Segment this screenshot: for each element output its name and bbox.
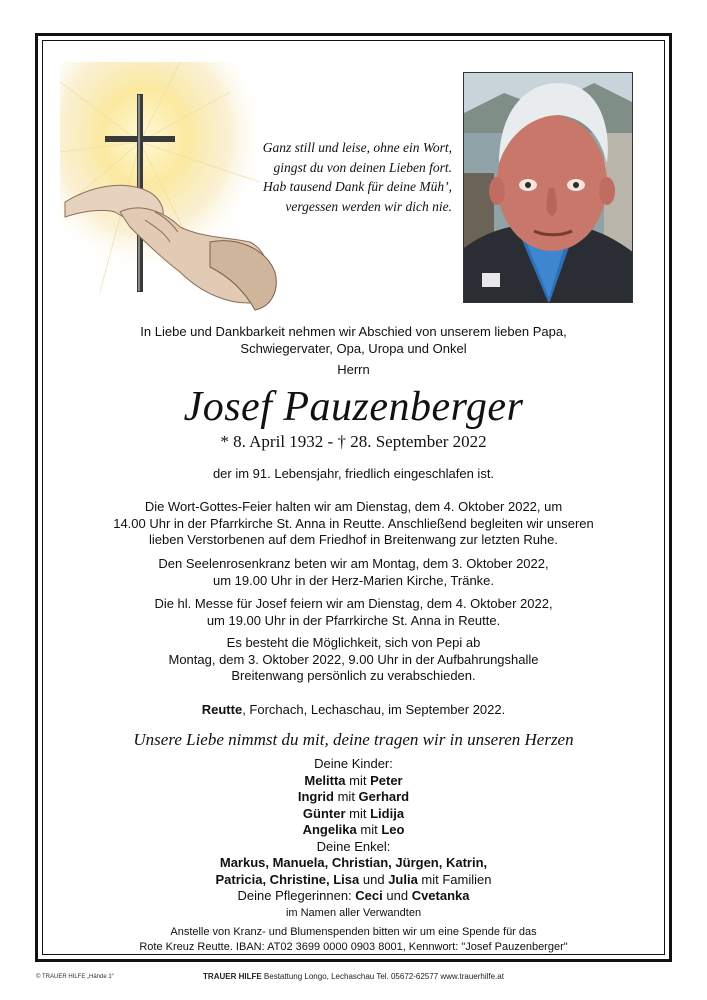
paragraph-line: Die Wort-Gottes-Feier halten wir am Dienstag, dem 4. Oktober 2022, um bbox=[144, 499, 563, 514]
paragraph-line: lieben Verstorbenen auf dem Friedhof in Breitenwang zur letzten Ruhe. bbox=[148, 532, 559, 547]
viewing-paragraph bbox=[60, 635, 647, 685]
caregivers-line bbox=[60, 888, 647, 905]
grandchildren-rest: mit Familien bbox=[417, 871, 492, 887]
poem-line: gingst du von deinen Lieben fort. bbox=[273, 159, 452, 175]
child-join: mit bbox=[345, 805, 371, 821]
paragraph-line: um 19.00 Uhr in der Pfarrkirche St. Anna in Reutte. bbox=[206, 612, 501, 628]
child-join: mit bbox=[333, 789, 359, 804]
passed-text: der im 91. Lebensjahr, friedlich eingeschlafen ist. bbox=[212, 466, 495, 481]
caregiver-name: Ceci bbox=[355, 888, 383, 903]
paragraph-line: 14.00 Uhr in der Pfarrkirche St. Anna in Reutte. Anschließend begleiten wir unseren bbox=[113, 515, 594, 531]
partner-name: Lidija bbox=[370, 805, 405, 821]
relatives-line: im Namen aller Verwandten bbox=[285, 906, 422, 919]
donation-line: Rote Kreuz Reutte. IBAN: AT02 3699 0000 0903 8001, Kennwort: "Josef Pauzenberger" bbox=[139, 941, 568, 953]
poem-line: Hab tausend Dank für deine Müh’, bbox=[263, 179, 452, 194]
caregiver-name: Cvetanka bbox=[411, 888, 470, 903]
paragraph-line: Den Seelenrosenkranz beten wir am Montag, dem 3. Oktober 2022, bbox=[158, 556, 549, 571]
portrait-photo bbox=[463, 72, 633, 303]
child-line bbox=[60, 806, 647, 823]
donation-line: Anstelle von Kranz- und Blumenspenden bitten wir um eine Spende für das bbox=[170, 926, 537, 938]
grandchildren-join: und bbox=[359, 871, 389, 887]
grandchildren-line bbox=[60, 855, 647, 872]
child-name: Günter bbox=[302, 805, 346, 821]
grandchildren-names: Patricia, Christine, Lisa bbox=[215, 871, 360, 887]
child-join: mit bbox=[356, 822, 382, 837]
life-dates: * 8. April 1932 - † 28. September 2022 bbox=[220, 432, 487, 451]
poem-line: vergessen werden wir dich nie. bbox=[285, 198, 452, 214]
child-line bbox=[60, 773, 647, 790]
donation-note bbox=[60, 925, 647, 955]
funeral-paragraph bbox=[60, 499, 647, 549]
partner-name: Gerhard bbox=[358, 789, 410, 804]
intro-text bbox=[60, 324, 647, 357]
intro-line: In Liebe und Dankbarkeit nehmen wir Abschied von unserem lieben Papa, bbox=[140, 324, 567, 339]
paragraph-line: um 19.00 Uhr in der Herz-Marien Kirche, Tränke. bbox=[212, 572, 495, 588]
artwork-credit: © TRAUER HILFE „Hände 1“ bbox=[36, 974, 114, 980]
grandchild-name: Julia bbox=[388, 871, 418, 887]
child-name: Melitta bbox=[304, 772, 346, 788]
place-bold: Reutte bbox=[201, 702, 243, 717]
funeral-home-footer bbox=[0, 972, 707, 981]
grandchildren-names: Markus, Manuela, Christian, Jürgen, Katrin, bbox=[219, 855, 488, 870]
place-rest: , Forchach, Lechaschau, im September 2022. bbox=[242, 702, 506, 717]
rosary-paragraph bbox=[60, 556, 647, 589]
partner-name: Peter bbox=[370, 772, 403, 788]
intro-line: Schwiegervater, Opa, Uropa und Onkel bbox=[240, 340, 467, 356]
footer-contact: Bestattung Longo, Lechaschau Tel. 05672-62577 www.trauerhilfe.at bbox=[261, 972, 504, 981]
children-label: Deine Kinder: bbox=[314, 756, 393, 771]
child-line bbox=[60, 789, 647, 806]
place-date bbox=[60, 702, 647, 719]
paragraph-line: Breitenwang persönlich zu verabschieden. bbox=[231, 668, 476, 683]
grandchildren-label: Deine Enkel: bbox=[316, 838, 391, 854]
salutation: Herrn bbox=[337, 362, 370, 377]
deceased-name: Josef Pauzenberger bbox=[183, 384, 524, 430]
poem-line: Ganz still und leise, ohne ein Wort, bbox=[262, 140, 452, 155]
footer-brand: TRAUER HILFE bbox=[203, 972, 262, 981]
caregivers-label: Deine Pflegerinnen: bbox=[237, 888, 356, 903]
partner-name: Leo bbox=[381, 822, 405, 837]
child-name: Ingrid bbox=[297, 789, 334, 804]
poem bbox=[222, 138, 452, 216]
paragraph-line: Die hl. Messe für Josef feiern wir am Dienstag, dem 4. Oktober 2022, bbox=[154, 596, 553, 611]
child-join: mit bbox=[345, 772, 371, 788]
memorial-quote: Unsere Liebe nimmst du mit, deine tragen wir in unseren Herzen bbox=[133, 730, 574, 749]
mass-paragraph bbox=[60, 596, 647, 629]
caregivers-join: und bbox=[382, 888, 412, 903]
paragraph-line: Es besteht die Möglichkeit, sich von Pepi ab bbox=[226, 635, 481, 650]
grandchildren-line bbox=[60, 872, 647, 889]
child-name: Angelika bbox=[302, 822, 357, 837]
paragraph-line: Montag, dem 3. Oktober 2022, 9.00 Uhr in der Aufbahrungshalle bbox=[168, 651, 539, 667]
mourners-list bbox=[60, 756, 647, 921]
child-line bbox=[60, 822, 647, 839]
